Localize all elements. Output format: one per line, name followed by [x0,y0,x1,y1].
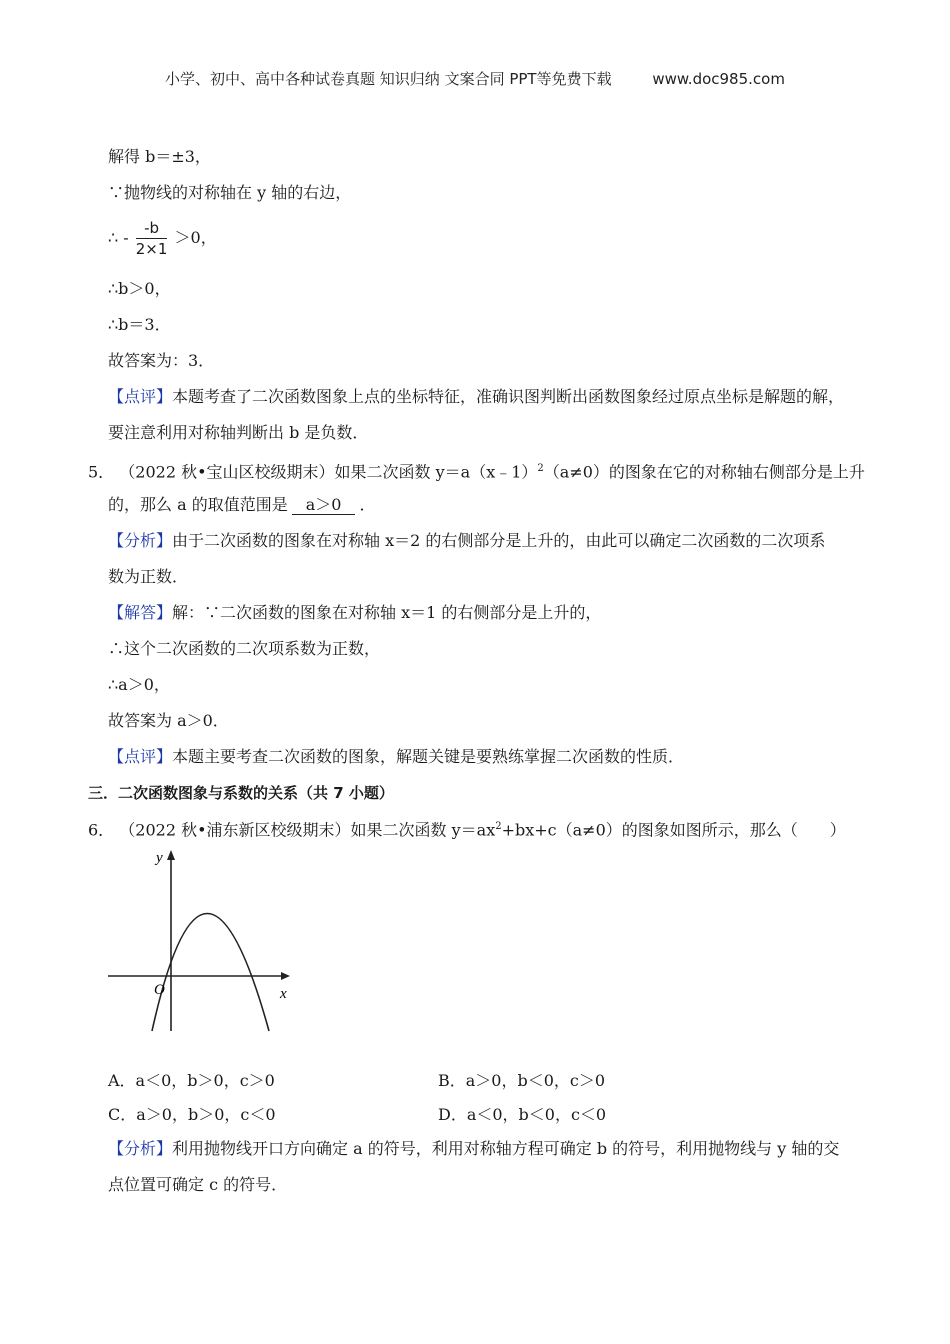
option-a[interactable]: A．a＜0，b＞0，c＞0 [108,1071,275,1090]
question-5-stem-cont [108,494,375,516]
solution-line: ∵抛物线的对称轴在 y 轴的右边， [108,183,352,202]
solution-tag: 【解答】 [108,603,173,622]
question-text: （2022 秋•宝山区校级期末）如果二次函数 y＝a（x﹣1） [119,462,538,482]
analysis-5-cont: 数为正数． [108,567,189,586]
parabola-graph [104,846,304,1036]
solution-line: 故答案为：3． [108,351,215,370]
fraction-suffix: ＞0， [174,228,217,247]
origin-label: O [154,982,165,998]
superscript: 2 [537,463,544,474]
fraction-denominator: 2×1 [135,240,168,258]
solution-line: ∴b＝3． [108,315,171,334]
analysis-6-cont: 点位置可确定 c 的符号． [108,1175,288,1194]
review-4-cont: 要注意利用对称轴判断出 b 是负数． [108,423,369,442]
parabola-curve [152,914,269,1032]
solution-line: ∴b＞0， [108,279,171,298]
question-text: +bx+c（a≠0）的图象如图所示，那么（ ） [501,820,846,840]
solution-line: 故答案为 a＞0． [108,711,229,730]
solution-line: ∴这个二次函数的二次项系数为正数， [108,639,381,658]
review-text: 本题考查了二次函数图象上点的坐标特征，准确识图判断出函数图象经过原点坐标是解题的解， [172,387,845,406]
fraction-line [108,218,217,259]
analysis-tag: 【分析】 [108,1139,173,1158]
question-text: 的，那么 a 的取值范围是 [108,495,288,514]
solution-line: ∴a＞0， [108,675,170,694]
fraction-numerator: -b [136,218,168,239]
fraction-prefix: ∴ - [108,228,129,247]
question-number: 5． [88,462,115,482]
review-tag: 【点评】 [108,387,173,406]
analysis-text: 由于二次函数的图象在对称轴 x＝2 的右侧部分是上升的，由此可以确定二次函数的二次项系 [172,531,826,550]
question-text: （a≠0）的图象在它的对称轴右侧部分是上升 [543,462,865,482]
review-4 [108,386,844,408]
fraction [136,218,168,259]
question-text: （2022 秋•浦东新区校级期末）如果二次函数 y＝ax [119,820,496,840]
y-axis-label: y [156,850,163,866]
review-5 [108,746,684,768]
question-number: 6． [88,820,115,840]
question-6-stem [88,816,846,841]
analysis-tag: 【分析】 [108,531,173,550]
section-title: 三．二次函数图象与系数的关系（共 7 小题） [88,784,394,802]
review-tag: 【点评】 [108,747,173,766]
header-site[interactable]: www.doc985.com [652,70,785,88]
option-c[interactable]: C．a＞0，b＞0，c＜0 [108,1105,276,1124]
review-text: 本题主要考查二次函数的图象，解题关键是要熟练掌握二次函数的性质． [172,747,685,766]
header-text: 小学、初中、高中各种试卷真题 知识归纳 文案合同 PPT等免费下载 [165,70,612,88]
solution-text: 解：∵二次函数的图象在对称轴 x＝1 的右侧部分是上升的， [172,603,602,622]
solution-5 [108,602,601,624]
y-axis-arrow [167,850,175,860]
answer-blank: a＞0 [292,496,356,515]
solution-line: 解得 b＝±3， [108,147,211,166]
analysis-5 [108,530,825,552]
option-d[interactable]: D．a＜0，b＜0，c＜0 [438,1105,607,1124]
x-axis-arrow [281,972,290,980]
question-5-stem [88,458,865,483]
question-text: ． [359,495,376,514]
option-b[interactable]: B．a＞0，b＜0，c＞0 [438,1071,606,1090]
page-header [0,68,950,89]
analysis-6 [108,1138,839,1160]
analysis-text: 利用抛物线开口方向确定 a 的符号，利用对称轴方程可确定 b 的符号，利用抛物线与 y 轴的交 [172,1139,840,1158]
x-axis-label: x [280,986,287,1002]
superscript: 2 [495,821,502,832]
